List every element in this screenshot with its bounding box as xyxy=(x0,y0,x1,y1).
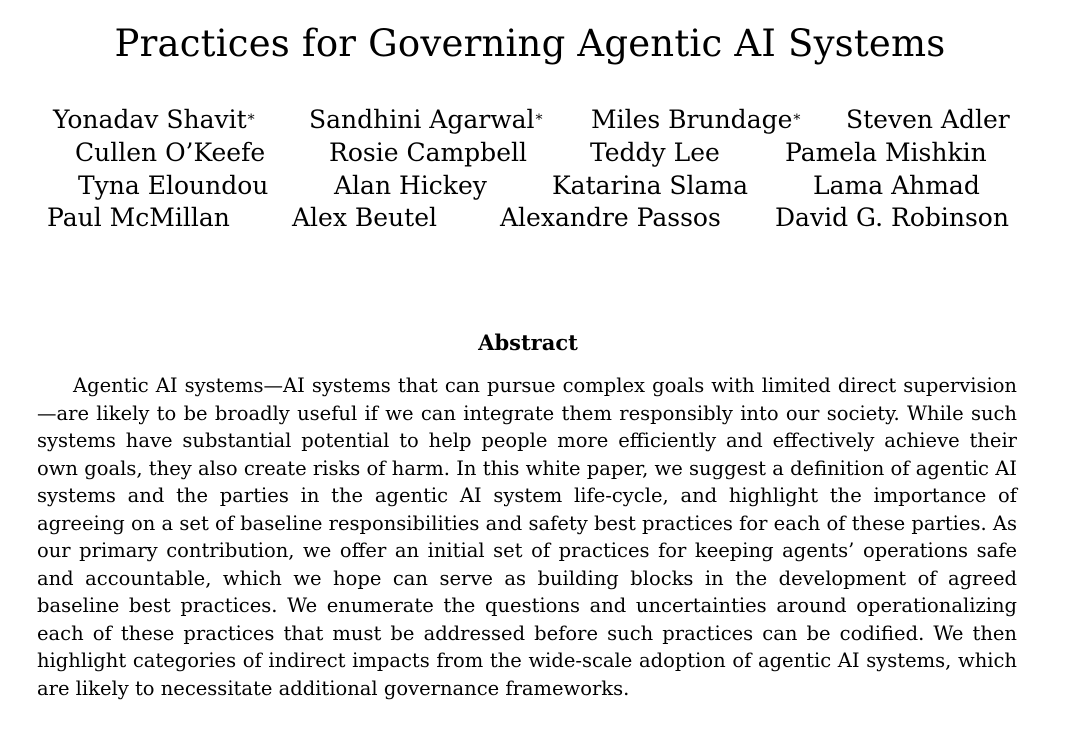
author-name: Yonadav Shavit xyxy=(53,105,247,134)
author-name: Alex Beutel xyxy=(292,203,437,232)
author-alexandre-passos xyxy=(500,203,721,233)
author-pamela-mishkin xyxy=(785,138,987,168)
author-name: Steven Adler xyxy=(846,105,1010,134)
author-yonadav-shavit xyxy=(53,105,255,135)
author-name: Alan Hickey xyxy=(334,171,487,200)
author-name: David G. Robinson xyxy=(775,203,1009,232)
author-name: Teddy Lee xyxy=(590,138,720,167)
author-paul-mcmillan xyxy=(47,203,230,233)
author-tyna-eloundou xyxy=(78,171,268,201)
author-name: Tyna Eloundou xyxy=(78,171,269,200)
author-lama-ahmad xyxy=(813,171,980,201)
author-alex-beutel xyxy=(292,203,437,233)
author-name: Lama Ahmad xyxy=(813,171,980,200)
author-name: Sandhini Agarwal xyxy=(309,105,535,134)
author-cullen-okeefe xyxy=(75,138,265,168)
author-name: Katarina Slama xyxy=(552,171,749,200)
equal-contribution-marker: * xyxy=(535,112,543,128)
author-sandhini-agarwal xyxy=(309,105,543,135)
author-name: Paul McMillan xyxy=(47,203,230,232)
author-teddy-lee xyxy=(590,138,720,168)
author-name: Cullen O’Keefe xyxy=(75,138,266,167)
abstract-body: Agentic AI systems—AI systems that can pursue complex goals with limited direct supervision—are likely to be broadly useful if we can integrate them responsibly into our society. While such systems have substantial potential to help people more efficiently and effectively achieve their own goals, they also create risks of harm. In this white paper, we suggest a definition of agentic AI systems and the parties in the agentic AI system life-cycle, and highlight the importance of agreeing on a set of baseline responsibilities and safety best practices for each of these parties. As our primary contribution, we offer an initial set of practices for keeping agents’ operations safe and accountable, which we hope can serve as building blocks in the development of agreed baseline best practices. We enumerate the questions and uncertainties around operationalizing each of these practices that must be addressed before such practices can be codified. We then highlight categories of indirect impacts from the wide-scale adoption of agentic AI systems, which are likely to necessitate additional governance frameworks. xyxy=(37,374,1017,700)
author-name: Alexandre Passos xyxy=(500,203,721,232)
equal-contribution-marker: * xyxy=(247,112,255,128)
author-david-g-robinson xyxy=(775,203,1009,233)
author-rosie-campbell xyxy=(329,138,527,168)
author-steven-adler xyxy=(846,105,1010,135)
author-miles-brundage xyxy=(591,105,800,135)
author-name: Rosie Campbell xyxy=(329,138,527,167)
abstract-heading: Abstract xyxy=(478,330,578,355)
author-name: Miles Brundage xyxy=(591,105,793,134)
equal-contribution-marker: * xyxy=(793,112,801,128)
paper-title: Practices for Governing Agentic AI Systems xyxy=(114,22,946,65)
author-katarina-slama xyxy=(552,171,748,201)
author-name: Pamela Mishkin xyxy=(785,138,987,167)
author-alan-hickey xyxy=(334,171,487,201)
